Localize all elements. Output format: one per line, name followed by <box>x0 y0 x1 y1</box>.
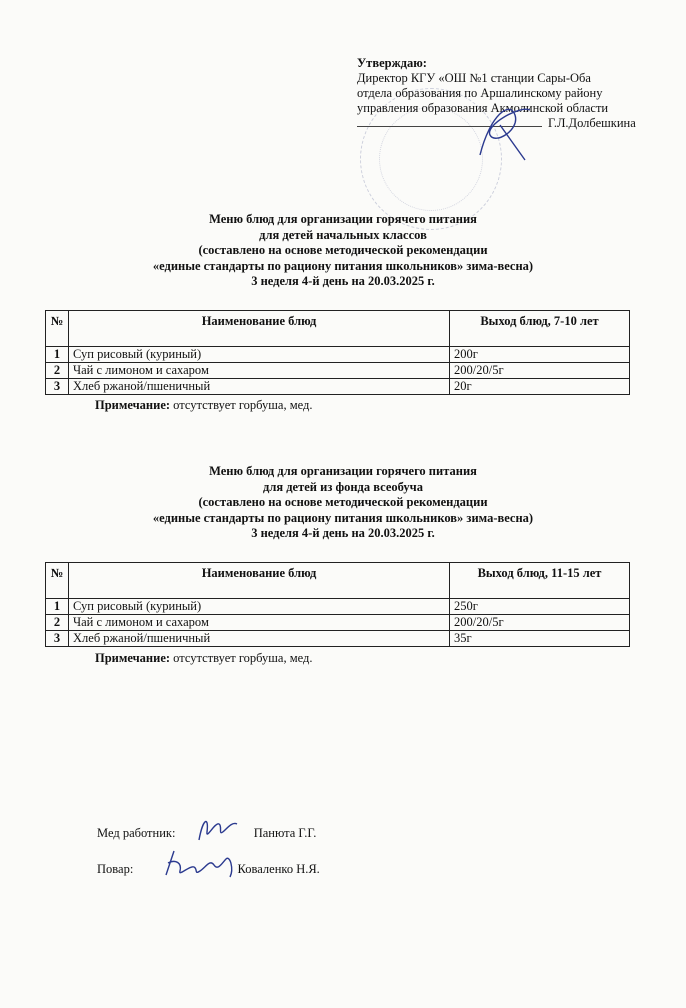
col-output-header: Выход блюд, 11-15 лет <box>450 563 630 599</box>
col-output-header: Выход блюд, 7-10 лет <box>450 311 630 347</box>
menu2-note <box>95 651 312 666</box>
menu2-table <box>45 562 630 647</box>
col-num-header: № <box>46 563 69 599</box>
note-label: Примечание: <box>95 398 171 412</box>
row-num: 1 <box>46 347 69 363</box>
row-dish: Чай с лимоном и сахаром <box>69 363 450 379</box>
approval-line-3: управления образования Акмолинской области <box>357 101 609 115</box>
menu2-title-line: «единые стандарты по рациону питания школьников» зима-весна) <box>152 510 534 525</box>
menu2-title-line: (составлено на основе методической рекомендации <box>198 495 488 509</box>
menu1-title-line: Меню блюд для организации горячего питания <box>209 212 477 226</box>
menu1-title-line: для детей начальных классов <box>259 227 427 242</box>
row-dish: Суп рисовый (куриный) <box>69 347 450 363</box>
approval-line-1: Директор КГУ «ОШ №1 станции Сары-Оба <box>357 71 591 85</box>
medic-label: Мед работник: <box>97 826 176 840</box>
table-row <box>46 631 630 647</box>
menu1-title-line: (составлено на основе методической рекомендации <box>198 243 488 257</box>
approval-heading: Утверждаю: <box>357 56 427 70</box>
row-output: 200г <box>450 347 630 363</box>
menu2-title <box>0 464 686 542</box>
approval-signatory: Г.Л.Долбешкина <box>548 116 636 130</box>
row-num: 2 <box>46 363 69 379</box>
col-name-header: Наименование блюд <box>69 563 450 599</box>
row-dish: Чай с лимоном и сахаром <box>69 615 450 631</box>
table-row <box>46 363 630 379</box>
col-num-header: № <box>46 311 69 347</box>
medic-name: Панюта Г.Г. <box>253 826 317 840</box>
table-header-row <box>46 311 630 347</box>
row-output: 250г <box>450 599 630 615</box>
row-num: 3 <box>46 379 69 395</box>
row-dish: Хлеб ржаной/пшеничный <box>69 379 450 395</box>
row-num: 1 <box>46 599 69 615</box>
row-output: 200/20/5г <box>450 363 630 379</box>
cook-name: Коваленко Н.Я. <box>237 862 320 876</box>
row-dish: Суп рисовый (куриный) <box>69 599 450 615</box>
note-label: Примечание: <box>95 651 171 665</box>
row-output: 200/20/5г <box>450 615 630 631</box>
cook-signature <box>160 845 240 883</box>
row-output: 35г <box>450 631 630 647</box>
medic-signature <box>195 812 241 846</box>
menu2-title-line: 3 неделя 4-й день на 20.03.2025 г. <box>251 526 435 540</box>
table-row <box>46 599 630 615</box>
menu1-title-line: «единые стандарты по рациону питания школьников» зима-весна) <box>152 258 534 273</box>
director-signature <box>470 95 550 165</box>
menu1-title-line: 3 неделя 4-й день на 20.03.2025 г. <box>251 274 435 288</box>
cook-label: Повар: <box>97 862 134 876</box>
table-row <box>46 379 630 395</box>
row-output: 20г <box>450 379 630 395</box>
row-dish: Хлеб ржаной/пшеничный <box>69 631 450 647</box>
note-text: отсутствует горбуша, мед. <box>170 651 313 665</box>
menu1-table <box>45 310 630 395</box>
row-num: 3 <box>46 631 69 647</box>
table-row <box>46 347 630 363</box>
approval-line-2: отдела образования по Аршалинскому району <box>357 86 603 100</box>
note-text: отсутствует горбуша, мед. <box>170 398 313 412</box>
menu1-note <box>95 398 312 413</box>
menu1-title <box>0 212 686 290</box>
row-num: 2 <box>46 615 69 631</box>
col-name-header: Наименование блюд <box>69 311 450 347</box>
menu2-title-line: Меню блюд для организации горячего питания <box>209 464 477 478</box>
table-row <box>46 615 630 631</box>
menu2-title-line: для детей из фонда всеобуча <box>263 479 423 494</box>
table-header-row <box>46 563 630 599</box>
